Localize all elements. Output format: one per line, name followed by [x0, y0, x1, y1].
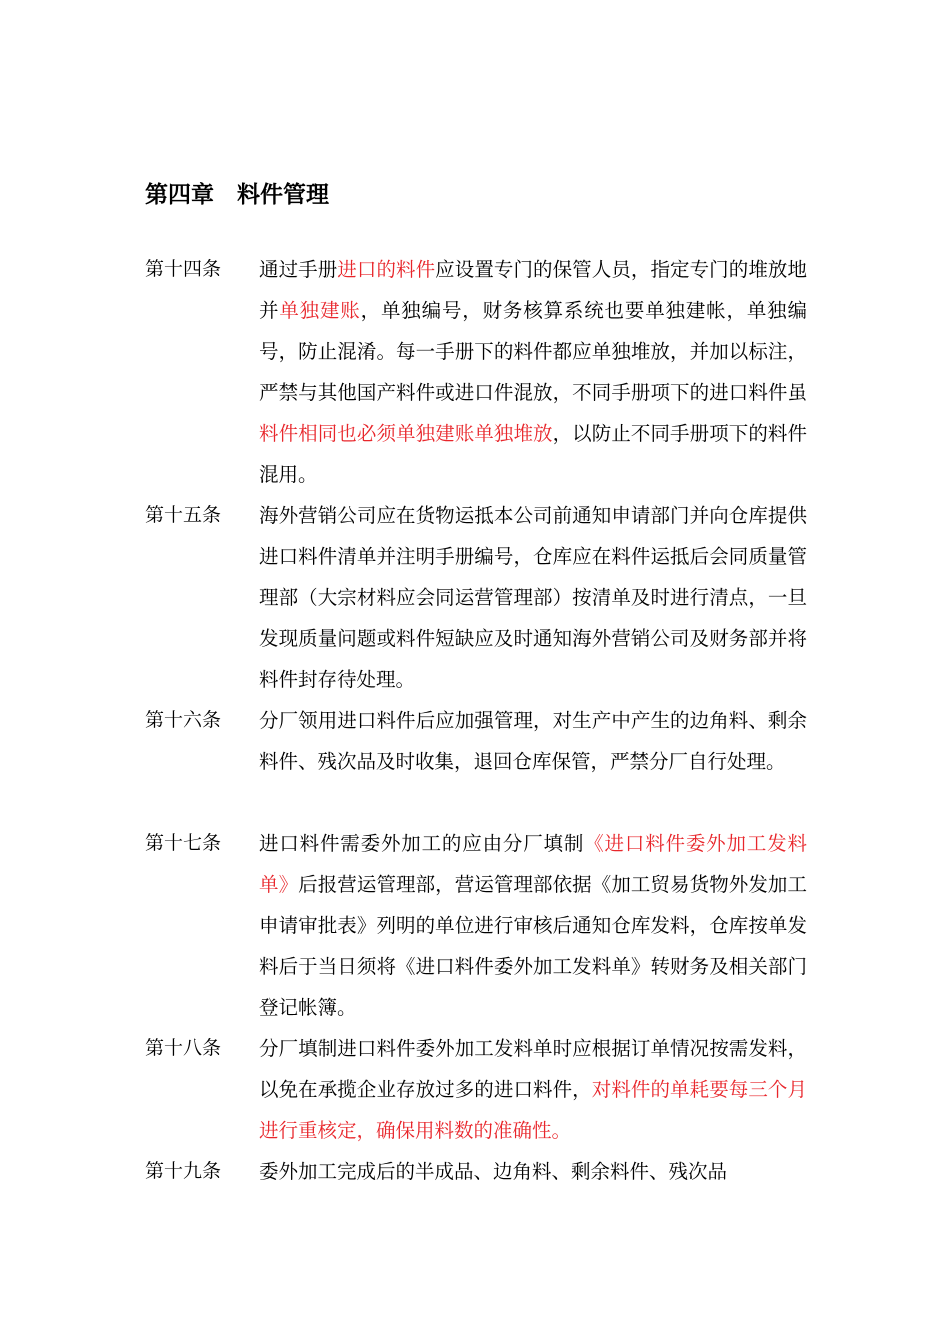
article-body: [259, 249, 807, 495]
article-text: ，单独编号，财务核算系统也要单独建帐，单独编号，防止混淆。每一手册下的料件都应单独堆放，并加以标注，严禁与其他国产料件或进口件混放，不同手册项下的进口料件虽: [259, 299, 807, 404]
article-text: 分厂领用进口料件后应加强管理，对生产中产生的边角料、剩余料件、残次品及时收集，退回仓库保管，严禁分厂自行处理。: [259, 709, 807, 773]
article-text: 分厂填制进口料件委外加工发料单时应根据订单情况按需发料，以免在承揽企业存放过多的进口料件，: [259, 1037, 807, 1101]
article-text: 委外加工完成后的半成品、边角料、剩余料件、残次品: [259, 1160, 728, 1183]
highlighted-text: 《进口料件委外加工发料单》: [259, 832, 807, 896]
article-text: 后报营运管理部，营运管理部依据《加工贸易货物外发加工申请审批表》列明的单位进行审核后通知仓库发料，仓库按单发料后于当日须将《进口料件委外加工发料单》转财务及相关部门登记帐簿。: [259, 873, 807, 1019]
article-body: [259, 495, 807, 700]
article-17: [145, 823, 810, 1028]
chapter-title: 第四章 料件管理: [145, 181, 329, 208]
article-15: [145, 495, 810, 700]
highlighted-text: 单独建账: [279, 299, 361, 322]
article-text: ，以防止不同手册项下的料件混用。: [259, 422, 807, 486]
article-label: 第十七条: [145, 832, 222, 854]
article-label: 第十八条: [145, 1037, 222, 1059]
highlighted-text: 料件相同也必须单独建账单独堆放: [259, 422, 553, 445]
article-body: [259, 1028, 807, 1151]
highlighted-text: 进口的料件: [337, 258, 436, 281]
article-16: [145, 700, 810, 782]
article-body: [259, 700, 807, 782]
article-text: 进口料件需委外加工的应由分厂填制: [259, 832, 585, 855]
article-18: [145, 1028, 810, 1151]
article-text: 应设置专门的保管人员，指定专门的堆放地并: [259, 258, 807, 322]
article-label: 第十四条: [145, 258, 222, 280]
article-label: 第十六条: [145, 709, 222, 731]
article-14: [145, 249, 810, 495]
article-label: 第十九条: [145, 1160, 222, 1182]
highlighted-text: 对料件的单耗要每三个月进行重核定，确保用料数的准确性。: [259, 1078, 807, 1142]
article-19: [145, 1151, 810, 1192]
article-body: [259, 823, 807, 1028]
article-label: 第十五条: [145, 504, 222, 526]
article-body: [259, 1151, 807, 1192]
article-text: 通过手册: [259, 258, 338, 281]
article-text: 海外营销公司应在货物运抵本公司前通知申请部门并向仓库提供进口料件清单并注明手册编号，仓库应在料件运抵后会同质量管理部（大宗材料应会同运营管理部）按清单及时进行清点，一旦发现质量问题或料件短缺应及时通知海外营销公司及财务部并将料件封存待处理。: [259, 504, 807, 691]
